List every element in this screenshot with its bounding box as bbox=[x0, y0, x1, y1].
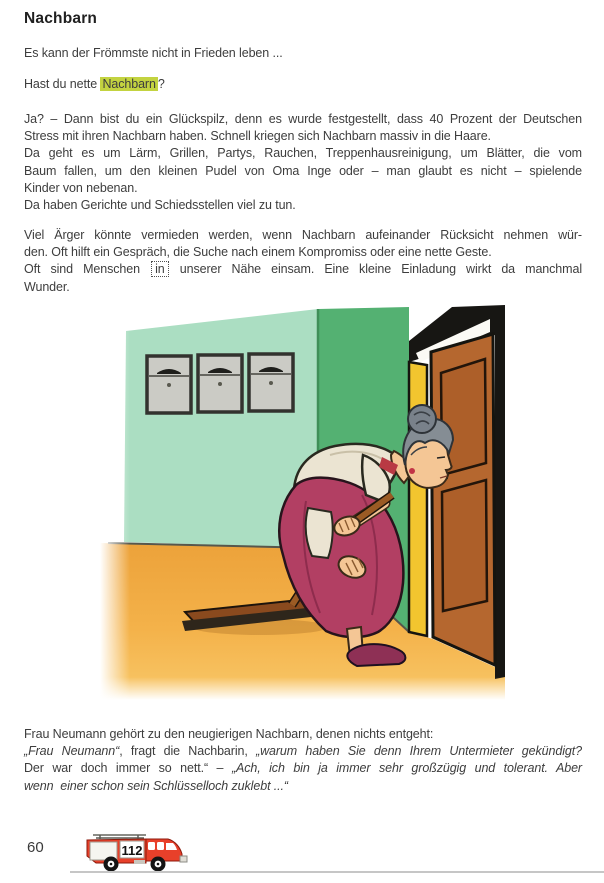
text-line bbox=[24, 261, 582, 278]
text-line bbox=[24, 726, 582, 743]
text-segment: „Ach, ich bin ja immer sehr großzügig und tolerant. Aber bbox=[231, 761, 582, 776]
rear-wheel bbox=[104, 857, 119, 872]
ladder-rack bbox=[93, 835, 146, 839]
text-line bbox=[24, 163, 582, 180]
page-title: Nachbarn bbox=[24, 10, 98, 27]
highlighted-word: Nachbarn bbox=[102, 77, 156, 91]
boxed-word: in bbox=[151, 261, 169, 277]
cab-window-2 bbox=[157, 842, 164, 850]
text-segment: unserer Nähe einsam. Eine kleine Einladung wirkt da manchmal bbox=[169, 262, 582, 277]
text-segment: Kinder von nebenan. bbox=[24, 180, 138, 195]
emergency-number: 112 bbox=[121, 843, 143, 858]
eye bbox=[437, 457, 445, 458]
fire-truck-icon bbox=[84, 829, 190, 873]
text-segment: wenn einer schon sein Schlüsselloch zuklebt ...“ bbox=[24, 778, 288, 793]
mailbox-3 bbox=[249, 354, 293, 411]
front-bumper bbox=[180, 856, 187, 862]
paragraph-1 bbox=[24, 111, 582, 214]
text-line bbox=[24, 45, 582, 62]
open-door bbox=[409, 305, 505, 679]
text-segment: Oft sind Menschen bbox=[24, 262, 151, 277]
text-segment: ? bbox=[157, 77, 165, 91]
mailboxes bbox=[147, 354, 293, 413]
paragraph-3 bbox=[24, 726, 582, 795]
illustration-woman-peeking-through-keyhole bbox=[100, 305, 505, 700]
text-segment: „Frau Neumann“ bbox=[24, 744, 120, 759]
earring bbox=[409, 468, 415, 474]
side-step bbox=[134, 860, 145, 864]
text-line bbox=[24, 244, 582, 261]
text-segment: Es kann der Frömmste nicht in Frieden leben ... bbox=[24, 46, 283, 60]
text-segment: , fragt die Nachbarin, bbox=[119, 744, 257, 759]
text-segment: Viel Ärger könnte vermieden werden, wenn Nachbarn aufeinander Rücksicht nehmen wür- bbox=[24, 228, 582, 242]
text-line bbox=[24, 743, 582, 760]
text-line bbox=[24, 76, 582, 93]
text-segment: Baum fallen, um den kleinen Pudel von Oma Inge oder – man glaubt es nicht – spielende bbox=[24, 163, 582, 178]
text-line bbox=[24, 197, 582, 214]
mailbox-2 bbox=[198, 355, 242, 412]
left-fade bbox=[100, 305, 130, 700]
front-wheel bbox=[151, 857, 166, 872]
text-line bbox=[24, 111, 582, 128]
text-segment: „warum haben Sie denn Ihrem Untermieter gekündigt? bbox=[256, 744, 582, 759]
bottom-fade bbox=[100, 677, 505, 700]
text-line bbox=[24, 279, 582, 296]
text-line bbox=[24, 227, 582, 244]
mailbox-1 bbox=[147, 356, 191, 413]
cab-window-1 bbox=[148, 842, 155, 850]
paragraph-2 bbox=[24, 227, 582, 296]
text-segment: Hast du nette bbox=[24, 77, 101, 91]
question-line bbox=[24, 76, 582, 93]
text-segment: Frau Neumann gehört zu den neugierigen Nachbarn, denen nichts entgeht: bbox=[24, 727, 434, 741]
text-segment: Wunder. bbox=[24, 279, 70, 294]
footer-divider-line bbox=[70, 871, 604, 873]
intro-line bbox=[24, 45, 582, 62]
hair-bun bbox=[408, 405, 436, 433]
text-line bbox=[24, 180, 582, 197]
text-segment: Da geht es um Lärm, Grillen, Partys, Rauchen, Treppenhausreinigung, um Blätter, die vom bbox=[24, 146, 582, 161]
text-segment: Stress mit ihren Nachbarn haben. Schnell kriegen sich Nachbarn massiv in die Haare. bbox=[24, 129, 491, 144]
page-number: 60 bbox=[27, 839, 44, 856]
text-segment: Der war doch immer so nett.“ – bbox=[24, 761, 232, 776]
text-segment: Ja? – Dann bist du ein Glückspilz, denn es wurde festgestellt, dass 40 Prozent der Deutschen bbox=[24, 112, 582, 126]
text-segment: den. Oft hilft ein Gespräch, die Suche nach einem Kompromiss oder eine nette Geste. bbox=[24, 245, 492, 260]
text-line bbox=[24, 145, 582, 162]
blouse-hem bbox=[306, 508, 333, 558]
text-line bbox=[24, 128, 582, 145]
text-line bbox=[24, 778, 582, 795]
text-line bbox=[24, 760, 582, 777]
text-segment: Da haben Gerichte und Schiedsstellen viel zu tun. bbox=[24, 198, 296, 213]
